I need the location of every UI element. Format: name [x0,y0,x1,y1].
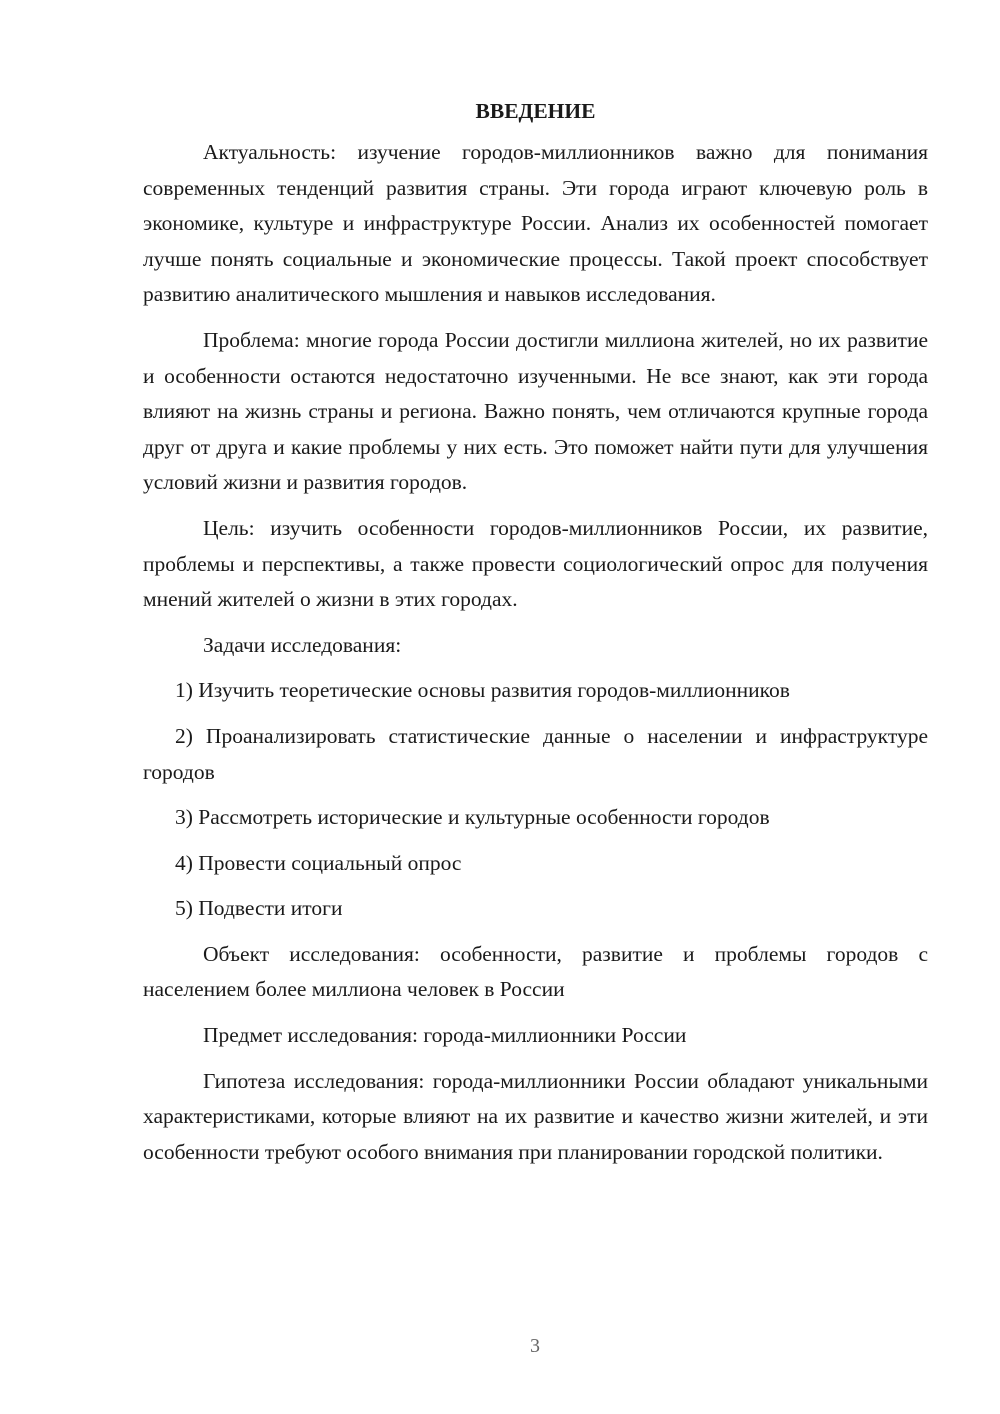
tasks-list [143,673,928,927]
page-number: 3 [530,1335,540,1357]
tasks-heading: Задачи исследования: [203,632,402,657]
page-title: ВВЕДЕНИЕ [475,99,596,123]
list-item: 1) Изучить теоретические основы развития городов-миллионников [175,678,790,703]
document-page [143,96,928,1180]
list-item: 3) Рассмотреть исторические и культурные особенности городов [175,805,770,830]
relevance-paragraph: Актуальность: изучение городов-миллионников важно для понимания современных тенденций развития страны. Эти города играют ключевую роль в экономике, культуре и инфраструктуре России. Анализ их особенностей помогает лучше понять социальные и экономические процессы. Такой проект способствует развитию аналитического мышления и навыков исследования. [143,140,928,307]
problem-paragraph: Проблема: многие города России достигли миллиона жителей, но их развитие и особенности остаются недостаточно изученными. Не все знают, как эти города влияют на жизнь страны и региона. Важно понять, чем отличаются крупные города друг от друга и какие проблемы у них есть. Это поможет найти пути для улучшения условий жизни и развития городов. [143,327,928,495]
list-item: 4) Провести социальный опрос [175,850,462,875]
goal-paragraph: Цель: изучить особенности городов-миллионников России, их развитие, проблемы и перспективы, а также провести социологический опрос для получения мнений жителей о жизни в этих городах. [143,515,928,612]
object-paragraph: Объект исследования: особенности, развитие и проблемы городов с населением более миллиона человек в России [143,941,928,1002]
list-item: 5) Подвести итоги [175,896,343,921]
subject-paragraph: Предмет исследования: города-миллионники России [203,1023,687,1048]
hypothesis-paragraph: Гипотеза исследования: города-миллионники России обладают уникальными характеристиками, которые влияют на их развитие и качество жизни жителей, и эти особенности требуют особого внимания при планировании городской политики. [143,1068,928,1164]
list-item: 2) Проанализировать статистические данные о населении и инфраструктуре городов [143,723,928,784]
